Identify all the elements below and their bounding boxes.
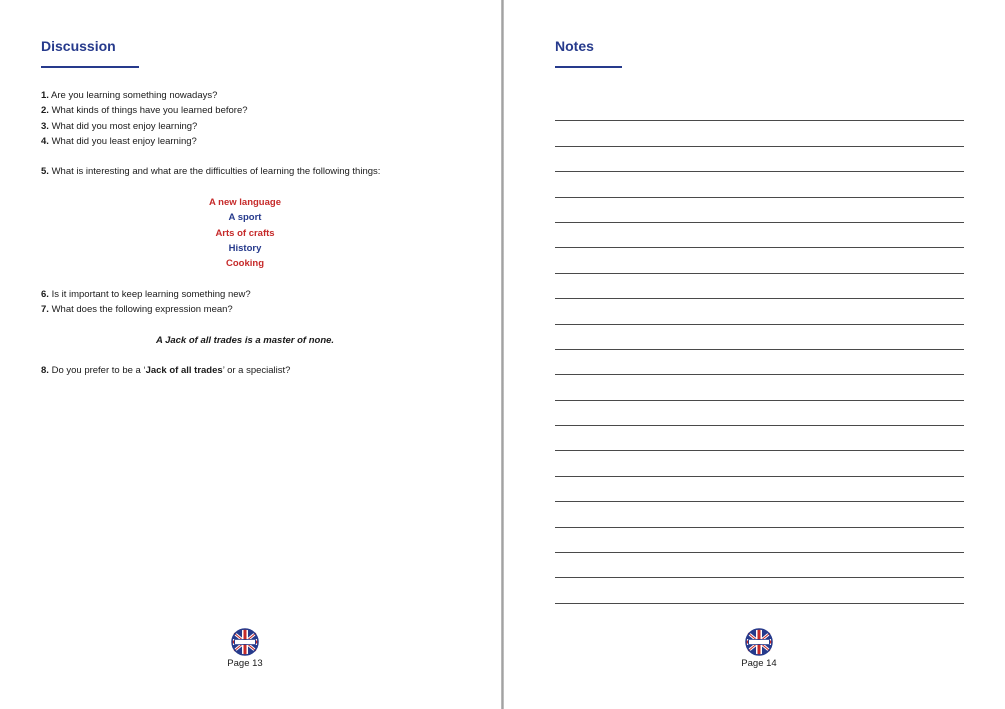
topic-item: History (228, 242, 262, 254)
question-number: 7. (41, 304, 49, 316)
page-footer (729, 628, 789, 669)
question-text: Do you prefer to be a ‘ (48, 365, 146, 377)
heading-underline (41, 66, 139, 68)
spacer (41, 149, 481, 164)
note-line (555, 426, 964, 451)
note-line (555, 553, 964, 578)
note-line (555, 477, 964, 502)
english-globe-logo-icon (745, 628, 773, 656)
note-line (555, 274, 964, 299)
question-text: What kinds of things have you learned before? (48, 105, 248, 117)
heading-underline (555, 66, 622, 68)
page-title: Discussion (41, 38, 116, 54)
left-page (0, 0, 501, 709)
note-line (555, 299, 964, 324)
note-line (555, 528, 964, 553)
note-line (555, 350, 964, 375)
page-title: Notes (555, 38, 594, 54)
topic-item: Cooking (226, 258, 264, 270)
note-line (555, 578, 964, 603)
question-7 (41, 302, 481, 317)
question-text: What does the following expression mean? (48, 304, 233, 316)
note-line (555, 248, 964, 273)
question-number: 5. (41, 166, 49, 178)
note-line (555, 172, 964, 197)
note-line (555, 223, 964, 248)
page-number: Page 14 (741, 658, 777, 669)
right-page (504, 0, 1005, 709)
page-number: Page 13 (227, 658, 263, 669)
note-line (555, 325, 964, 350)
question-8 (41, 363, 481, 378)
spacer (41, 272, 481, 287)
question-number: 3. (41, 120, 49, 132)
spacer (41, 348, 481, 363)
question-text: Is it important to keep learning something new? (48, 288, 251, 300)
note-line (555, 121, 964, 146)
question-text: What did you least enjoy learning? (48, 135, 197, 147)
question-number: 1. (41, 90, 49, 101)
question-4 (41, 134, 481, 149)
note-lines (555, 96, 964, 604)
note-line (555, 198, 964, 223)
question-2 (41, 103, 481, 118)
note-line (555, 375, 964, 400)
question-number: 2. (41, 105, 49, 117)
note-line (555, 96, 964, 121)
topic-item: A new language (209, 197, 281, 209)
note-line (555, 147, 964, 172)
question-text: What did you most enjoy learning? (48, 120, 198, 132)
topic-list (41, 195, 449, 271)
spacer (41, 317, 481, 332)
topic-item: A sport (228, 212, 262, 224)
question-1 (41, 88, 481, 103)
question-6 (41, 287, 481, 302)
question-list (41, 88, 481, 379)
english-globe-logo-icon (231, 628, 259, 656)
question-text: Are you learning something nowadays? (48, 90, 218, 101)
note-line (555, 502, 964, 527)
page-footer (215, 628, 275, 669)
note-line (555, 401, 964, 426)
question-emphasis: Jack of all trades (145, 365, 223, 377)
question-number: 6. (41, 288, 49, 300)
topic-item: Arts of crafts (215, 227, 275, 239)
question-3 (41, 119, 481, 134)
question-5 (41, 164, 481, 179)
expression-quote: A Jack of all trades is a master of none. (155, 334, 335, 346)
question-text: What is interesting and what are the difficulties of learning the following things: (48, 166, 381, 178)
spacer (41, 180, 481, 195)
note-line (555, 451, 964, 476)
question-text: ’ or a specialist? (222, 365, 291, 377)
question-number: 8. (41, 365, 49, 377)
question-number: 4. (41, 135, 49, 147)
